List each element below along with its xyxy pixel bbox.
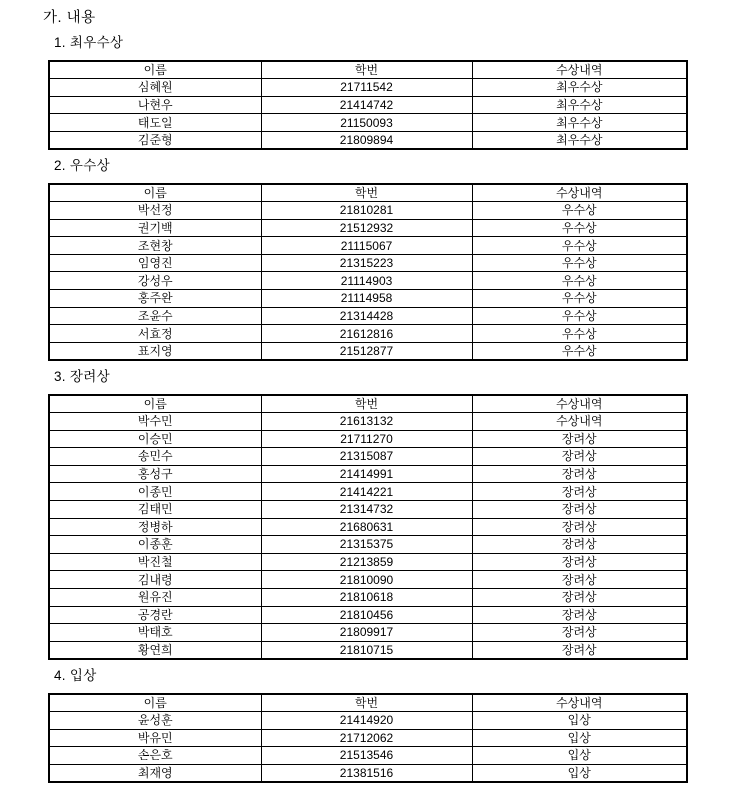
student-id-cell: 21114903 xyxy=(261,272,472,290)
section-heading: 1. 최우수상 xyxy=(54,35,124,50)
table-row xyxy=(49,430,687,448)
name-cell: 송민수 xyxy=(49,448,261,466)
award-cell: 장려상 xyxy=(472,536,687,554)
student-id-cell: 21314428 xyxy=(261,307,472,325)
name-cell: 황연희 xyxy=(49,641,261,659)
name-cell: 임영진 xyxy=(49,254,261,272)
table-header-row xyxy=(49,694,687,712)
award-cell: 우수상 xyxy=(472,342,687,360)
table-row xyxy=(49,342,687,360)
table-row xyxy=(49,307,687,325)
column-header: 이름 xyxy=(49,395,261,413)
student-id-cell: 21613132 xyxy=(261,413,472,431)
name-cell: 손은호 xyxy=(49,747,261,765)
table-row xyxy=(49,641,687,659)
name-cell: 조현창 xyxy=(49,237,261,255)
student-id-cell: 21414742 xyxy=(261,96,472,114)
section-heading: 3. 장려상 xyxy=(54,368,110,384)
name-cell: 태도일 xyxy=(49,114,261,132)
name-cell: 박수민 xyxy=(49,413,261,431)
table-row xyxy=(49,219,687,237)
awards-table xyxy=(48,394,688,660)
table-row xyxy=(49,290,687,308)
name-cell: 박유민 xyxy=(49,729,261,747)
student-id-cell: 21809917 xyxy=(261,624,472,642)
table-row xyxy=(49,202,687,220)
student-id-cell: 21810715 xyxy=(261,641,472,659)
student-id-cell: 21315087 xyxy=(261,448,472,466)
column-header: 수상내역 xyxy=(472,184,687,202)
table-row xyxy=(49,131,687,149)
awards-table xyxy=(48,183,688,361)
award-cell: 장려상 xyxy=(472,448,687,466)
table-row xyxy=(49,553,687,571)
award-section xyxy=(43,667,735,783)
student-id-cell: 21513546 xyxy=(261,747,472,765)
student-id-cell: 21712062 xyxy=(261,729,472,747)
table-row xyxy=(49,571,687,589)
award-cell: 입상 xyxy=(472,747,687,765)
section-heading: 2. 우수상 xyxy=(54,157,110,173)
table-row xyxy=(49,747,687,765)
student-id-cell: 21711270 xyxy=(261,430,472,448)
table-row xyxy=(49,518,687,536)
name-cell: 표지영 xyxy=(49,342,261,360)
table-header-row xyxy=(49,61,687,79)
student-id-cell: 21315223 xyxy=(261,254,472,272)
table-row xyxy=(49,237,687,255)
table-row xyxy=(49,483,687,501)
award-cell: 장려상 xyxy=(472,588,687,606)
table-header-row xyxy=(49,395,687,413)
name-cell: 최재영 xyxy=(49,764,261,782)
award-cell: 입상 xyxy=(472,711,687,729)
name-cell: 공경란 xyxy=(49,606,261,624)
column-header: 수상내역 xyxy=(472,395,687,413)
name-cell: 서효정 xyxy=(49,325,261,343)
table-header-row xyxy=(49,184,687,202)
award-cell: 우수상 xyxy=(472,290,687,308)
awards-table xyxy=(48,693,688,783)
student-id-cell: 21114958 xyxy=(261,290,472,308)
student-id-cell: 21810456 xyxy=(261,606,472,624)
table-row xyxy=(49,96,687,114)
name-cell: 원유진 xyxy=(49,588,261,606)
award-cell: 입상 xyxy=(472,729,687,747)
award-cell: 장려상 xyxy=(472,553,687,571)
table-row xyxy=(49,764,687,782)
student-id-cell: 21810281 xyxy=(261,202,472,220)
name-cell: 나현우 xyxy=(49,96,261,114)
name-cell: 정병하 xyxy=(49,518,261,536)
student-id-cell: 21115067 xyxy=(261,237,472,255)
student-id-cell: 21381516 xyxy=(261,764,472,782)
student-id-cell: 21213859 xyxy=(261,553,472,571)
award-cell: 우수상 xyxy=(472,202,687,220)
student-id-cell: 21810618 xyxy=(261,588,472,606)
name-cell: 이승민 xyxy=(49,430,261,448)
page-title: 가. 내용 xyxy=(43,10,96,26)
table-row xyxy=(49,79,687,97)
award-cell: 최우수상 xyxy=(472,114,687,132)
table-row xyxy=(49,536,687,554)
column-header: 수상내역 xyxy=(472,694,687,712)
column-header: 수상내역 xyxy=(472,61,687,79)
name-cell: 이종민 xyxy=(49,483,261,501)
award-section xyxy=(43,157,735,361)
table-row xyxy=(49,624,687,642)
table-row xyxy=(49,606,687,624)
award-cell: 우수상 xyxy=(472,325,687,343)
student-id-cell: 21512932 xyxy=(261,219,472,237)
column-header: 이름 xyxy=(49,184,261,202)
name-cell: 조윤수 xyxy=(49,307,261,325)
award-cell: 최우수상 xyxy=(472,96,687,114)
award-cell: 장려상 xyxy=(472,624,687,642)
award-cell: 장려상 xyxy=(472,606,687,624)
column-header: 이름 xyxy=(49,694,261,712)
table-row xyxy=(49,114,687,132)
award-cell: 수상내역 xyxy=(472,413,687,431)
name-cell: 강성우 xyxy=(49,272,261,290)
award-cell: 우수상 xyxy=(472,254,687,272)
award-cell: 장려상 xyxy=(472,518,687,536)
name-cell: 박태호 xyxy=(49,624,261,642)
column-header: 학번 xyxy=(261,184,472,202)
name-cell: 윤성훈 xyxy=(49,711,261,729)
column-header: 이름 xyxy=(49,61,261,79)
award-cell: 장려상 xyxy=(472,500,687,518)
award-cell: 장려상 xyxy=(472,465,687,483)
award-cell: 우수상 xyxy=(472,219,687,237)
table-row xyxy=(49,729,687,747)
column-header: 학번 xyxy=(261,395,472,413)
student-id-cell: 21314732 xyxy=(261,500,472,518)
student-id-cell: 21414991 xyxy=(261,465,472,483)
award-cell: 장려상 xyxy=(472,641,687,659)
name-cell: 김내령 xyxy=(49,571,261,589)
name-cell: 권기백 xyxy=(49,219,261,237)
table-row xyxy=(49,588,687,606)
table-row xyxy=(49,413,687,431)
table-row xyxy=(49,254,687,272)
name-cell: 박진철 xyxy=(49,553,261,571)
table-row xyxy=(49,465,687,483)
award-cell: 우수상 xyxy=(472,272,687,290)
name-cell: 홍성구 xyxy=(49,465,261,483)
student-id-cell: 21150093 xyxy=(261,114,472,132)
award-cell: 최우수상 xyxy=(472,131,687,149)
student-id-cell: 21711542 xyxy=(261,79,472,97)
table-row xyxy=(49,448,687,466)
award-section xyxy=(43,368,735,660)
table-row xyxy=(49,711,687,729)
student-id-cell: 21680631 xyxy=(261,518,472,536)
award-section xyxy=(43,34,735,150)
table-row xyxy=(49,272,687,290)
award-cell: 입상 xyxy=(472,764,687,782)
student-id-cell: 21414920 xyxy=(261,711,472,729)
name-cell: 이종훈 xyxy=(49,536,261,554)
student-id-cell: 21414221 xyxy=(261,483,472,501)
column-header: 학번 xyxy=(261,61,472,79)
name-cell: 홍주완 xyxy=(49,290,261,308)
student-id-cell: 21612816 xyxy=(261,325,472,343)
award-cell: 우수상 xyxy=(472,237,687,255)
awards-table xyxy=(48,60,688,150)
section-heading: 4. 입상 xyxy=(54,667,97,683)
student-id-cell: 21315375 xyxy=(261,536,472,554)
table-row xyxy=(49,325,687,343)
student-id-cell: 21810090 xyxy=(261,571,472,589)
name-cell: 김태민 xyxy=(49,500,261,518)
award-cell: 장려상 xyxy=(472,483,687,501)
award-cell: 우수상 xyxy=(472,307,687,325)
award-cell: 장려상 xyxy=(472,430,687,448)
award-sections xyxy=(43,34,735,783)
award-cell: 장려상 xyxy=(472,571,687,589)
column-header: 학번 xyxy=(261,694,472,712)
student-id-cell: 21809894 xyxy=(261,131,472,149)
table-row xyxy=(49,500,687,518)
name-cell: 심혜원 xyxy=(49,79,261,97)
name-cell: 김준형 xyxy=(49,131,261,149)
award-cell: 최우수상 xyxy=(472,79,687,97)
student-id-cell: 21512877 xyxy=(261,342,472,360)
name-cell: 박선정 xyxy=(49,202,261,220)
